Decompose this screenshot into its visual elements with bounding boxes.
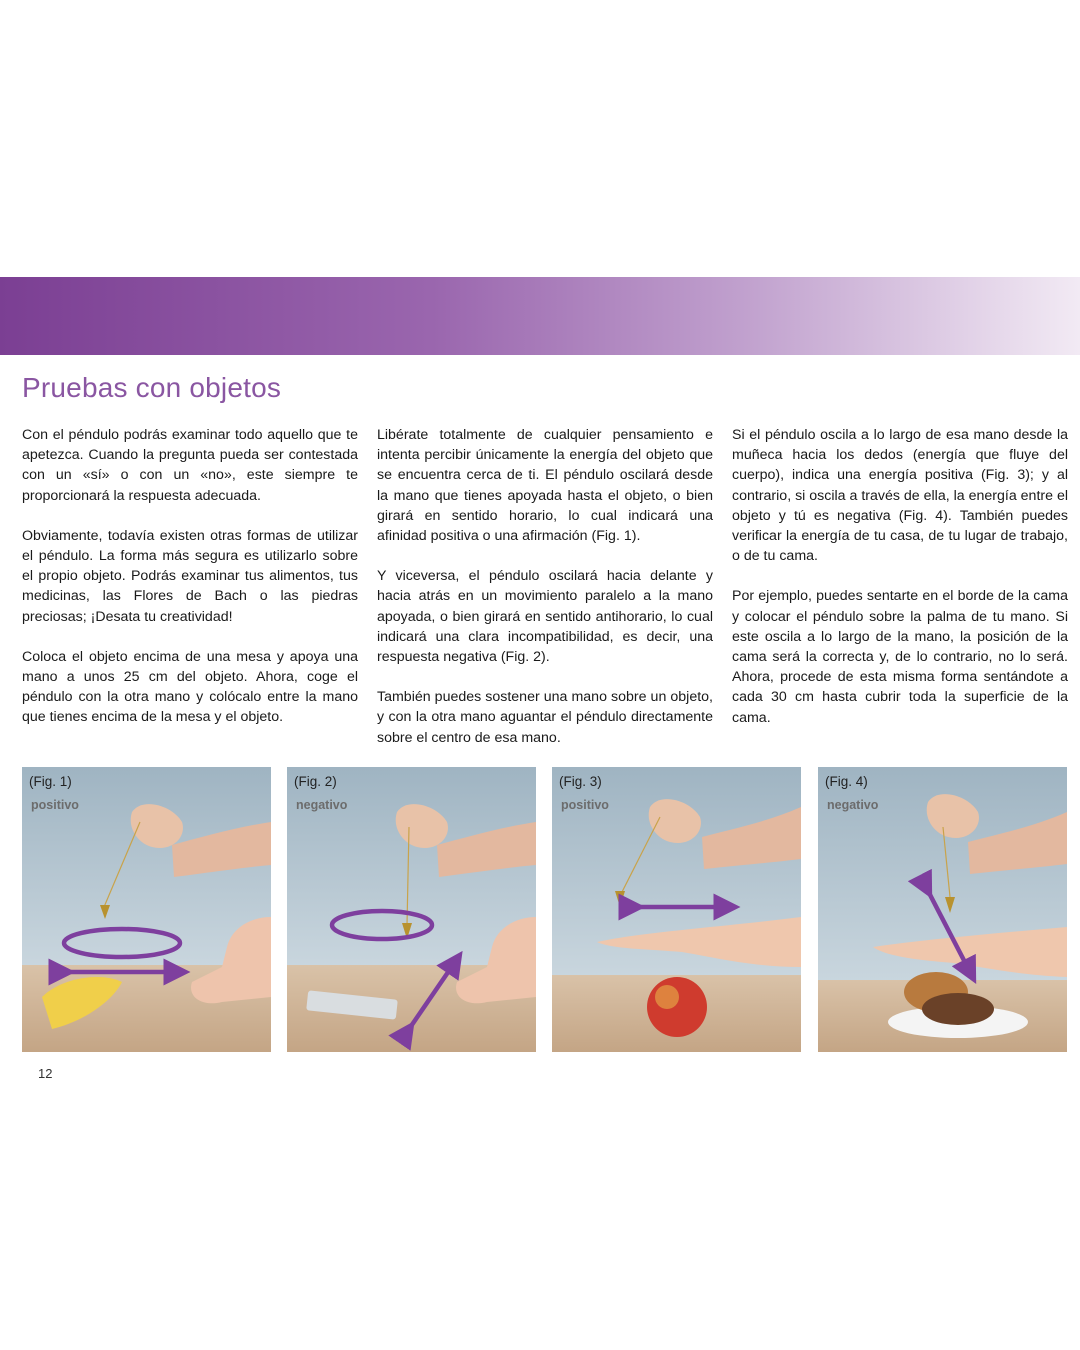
figure-label: (Fig. 3) — [559, 774, 602, 789]
figure-label: (Fig. 4) — [825, 774, 868, 789]
paragraph: Por ejemplo, puedes sentarte en el borde de la cama y colocar el péndulo sobre la palma de tu mano. Si este oscila a lo largo de la mano, la posición de la cama será la correcta y, de lo contrario, no lo será. Ahora, procede de esta misma forma sentándote a cada 30 cm hasta cubrir toda la superficie de la cama. — [732, 588, 1068, 726]
text-column-2 — [377, 425, 713, 768]
page-number: 12 — [38, 1066, 53, 1081]
paragraph: También puedes sostener una mano sobre un objeto, y con la otra mano aguantar el péndulo directamente sobre el centro de esa mano. — [377, 689, 713, 746]
header-color-band — [0, 277, 1080, 355]
figure-4-photo — [818, 767, 1067, 1052]
paragraph: Si el péndulo oscila a lo largo de esa mano desde la muñeca hacia los dedos (energía que fluye del cuerpo), indica una energía positiva (Fig. 3); y al contrario, si oscila a través de ella, la energía entre el objeto y tú es negativa (Fig. 4). También puedes verificar la energía de tu casa, de tu lugar de trabajo, o de tu cama. — [732, 427, 1068, 565]
figure-result: positivo — [561, 798, 609, 812]
paragraph: Libérate totalmente de cualquier pensamiento e intenta percibir únicamente la energía del objeto que se encuentra cerca de ti. El péndulo oscilará desde la mano que tienes apoyada hasta el objeto, o bien girará en sentido horario, lo cual indicará una afinidad positiva o una afirmación (Fig. 1). — [377, 427, 713, 545]
page-title: Pruebas con objetos — [22, 372, 282, 403]
figure-1-photo — [22, 767, 271, 1052]
figure-result: positivo — [31, 798, 79, 812]
figure-2-photo — [287, 767, 536, 1052]
text-column-3 — [732, 425, 1068, 748]
paragraph: Y viceversa, el péndulo oscilará hacia delante y hacia atrás en un movimiento paralelo a la mano apoyada, o bien girará en sentido antihorario, lo cual indicará una clara incompatibilidad, es decir, una respuesta negativa (Fig. 2). — [377, 568, 713, 666]
paragraph: Con el péndulo podrás examinar todo aquello que te apetezca. Cuando la pregunta pueda ser contestada con un «sí» o con un «no», este siempre te proporcionará la respuesta adecuada. — [22, 427, 358, 504]
figure-label: (Fig. 1) — [29, 774, 72, 789]
figure-result: negativo — [827, 798, 879, 812]
figure-result: negativo — [296, 798, 348, 812]
paragraph: Obviamente, todavía existen otras formas de utilizar el péndulo. La forma más segura es utilizarlo sobre el propio objeto. Podrás examinar tus alimentos, tus medicinas, las Flores de Bach o las piedras preciosas; ¡Desata tu creatividad! — [22, 527, 358, 625]
figure-3-photo — [552, 767, 801, 1052]
figure-label: (Fig. 2) — [294, 774, 337, 789]
text-column-1 — [22, 425, 358, 748]
paragraph: Coloca el objeto encima de una mesa y apoya una mano a unos 25 cm del objeto. Ahora, coge el péndulo con la otra mano y colócalo entre la mano que tienes encima de la mesa y el objeto. — [22, 648, 358, 726]
